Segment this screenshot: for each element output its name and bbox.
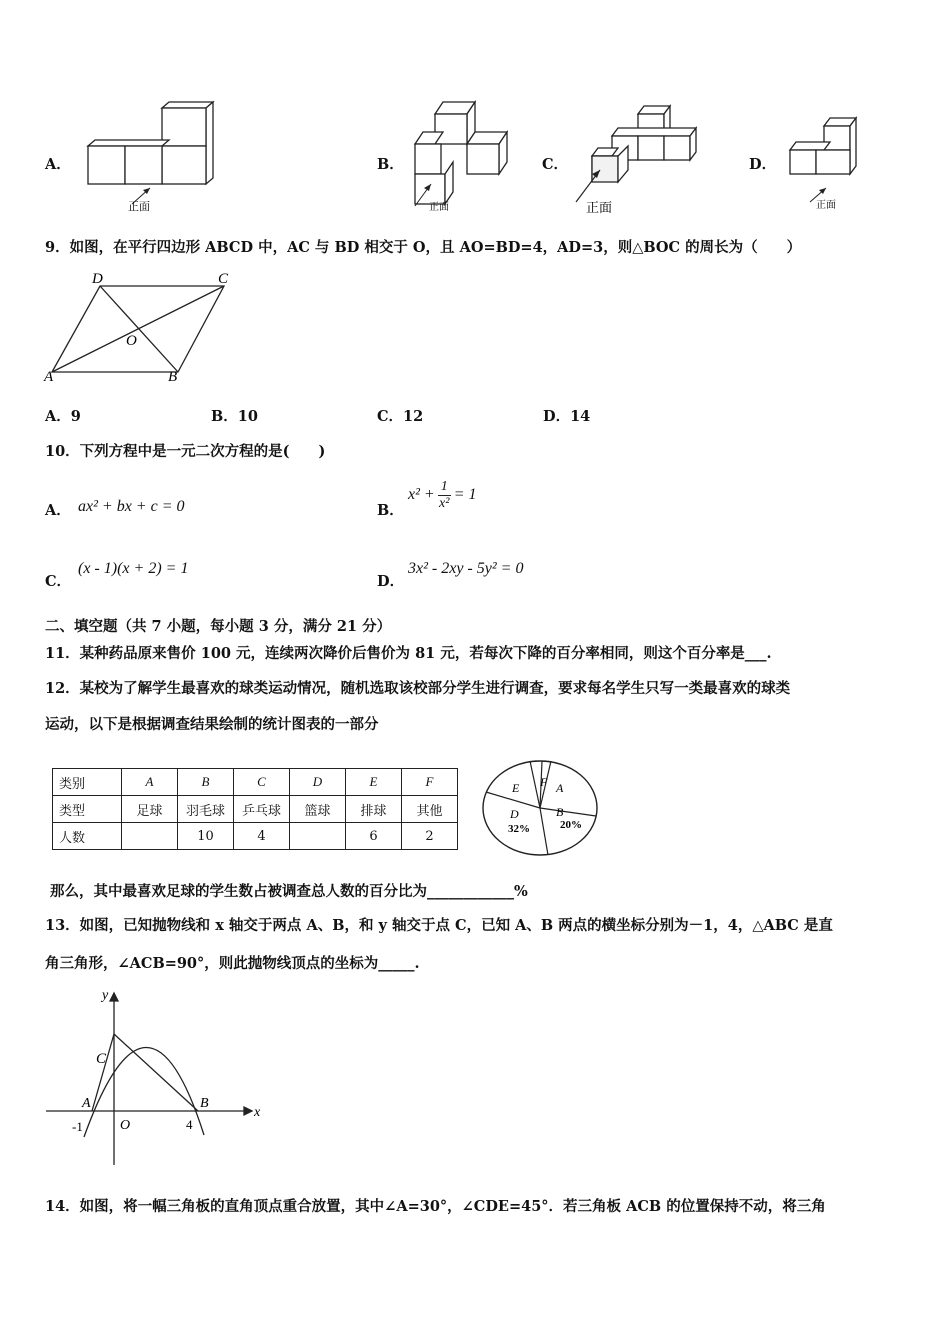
pie-label-d: D xyxy=(510,807,519,821)
q8-option-b-figure xyxy=(405,98,525,216)
q8-c-front-label: 正面 xyxy=(586,200,613,215)
q13-label-o: O xyxy=(120,1118,131,1133)
q13-label-a: A xyxy=(82,1096,91,1111)
q11-text: 11．某种药品原来售价 100 元，连续两次降价后售价为 81 元，若每次下降的百分率相同，则这个百分率是___. xyxy=(45,645,772,662)
q9-label-c: C xyxy=(218,271,229,287)
table-cell: 6 xyxy=(346,823,402,850)
table-cell: 类别 xyxy=(53,769,122,796)
table-cell: A xyxy=(122,769,178,796)
table-cell xyxy=(290,823,346,850)
q12-line-2: 运动，以下是根据调查结果绘制的统计图表的一部分 xyxy=(45,716,379,733)
q13-line-2: 角三角形，∠ACB=90°，则此抛物线顶点的坐标为_____. xyxy=(45,955,420,972)
q9-parallelogram-figure xyxy=(40,268,240,386)
q13-label-c: C xyxy=(96,1051,107,1067)
q13-parabola-figure xyxy=(40,985,270,1175)
q8-option-d-figure xyxy=(780,110,870,214)
q8-option-a-label: A． xyxy=(45,156,71,173)
pie-b-percent: 20% xyxy=(560,819,582,831)
q10-option-b-label: B． xyxy=(377,502,404,519)
q9-label-d: D xyxy=(92,271,103,287)
q9-option-b: B．10 xyxy=(211,408,258,425)
q10-option-d-label: D． xyxy=(377,573,405,590)
q8-b-front-label: 正面 xyxy=(429,202,449,213)
q14-text: 14．如图，将一幅三角板的直角顶点重合放置，其中∠A=30°，∠CDE=45°．若三角板 ACB 的位置保持不动，将三角 xyxy=(45,1198,826,1215)
q9-option-d: D．14 xyxy=(543,408,591,425)
q9-label-b: B xyxy=(168,369,178,385)
q8-a-front-label: 正面 xyxy=(128,201,150,213)
q8-option-c-label: C． xyxy=(542,156,569,173)
table-cell: 篮球 xyxy=(290,796,346,823)
q10-option-b-expr: x² + $\frac{1}{\text{x²}}$ = 1 xyxy=(408,478,477,511)
q13-label-b: B xyxy=(200,1096,209,1111)
q9-label-a: A xyxy=(44,369,54,385)
pie-label-f: F xyxy=(540,775,548,789)
table-cell: 足球 xyxy=(122,796,178,823)
pie-label-a: A xyxy=(556,781,564,795)
q10-option-c-label: C． xyxy=(45,573,72,590)
q8-option-c-figure xyxy=(570,100,705,218)
q8-option-d-label: D． xyxy=(749,156,777,173)
q10-option-d-expr: 3x² - 2xy - 5y² = 0 xyxy=(408,560,524,577)
table-cell: E xyxy=(346,769,402,796)
q9-label-o: O xyxy=(126,333,137,349)
q10-option-a-label: A． xyxy=(45,502,71,519)
q13-label-x: x xyxy=(254,1105,261,1120)
table-cell: 羽毛球 xyxy=(178,796,234,823)
q12-line-1: 12．某校为了解学生最喜欢的球类运动情况，随机选取该校部分学生进行调查，要求每名学生只写一类最喜欢的球类 xyxy=(45,680,791,697)
table-cell: 排球 xyxy=(346,796,402,823)
table-cell: 人数 xyxy=(53,823,122,850)
q10-stem: 10．下列方程中是一元二次方程的是( ) xyxy=(45,443,326,460)
pie-d-percent: 32% xyxy=(508,823,530,835)
q10-option-c-expr: (x - 1)(x + 2) = 1 xyxy=(78,560,189,577)
table-row xyxy=(53,823,458,850)
q8-option-b-label: B． xyxy=(377,156,404,173)
table-cell xyxy=(122,823,178,850)
table-cell: 2 xyxy=(402,823,458,850)
q13-label-4: 4 xyxy=(186,1117,193,1132)
q9-option-a: A．9 xyxy=(45,408,81,425)
q9-stem: 9．如图，在平行四边形 ABCD 中，AC 与 BD 相交于 O，且 AO=BD=4，AD=3，则△BOC 的周长为（ ） xyxy=(45,239,802,256)
table-row xyxy=(53,796,458,823)
q10-option-a-expr: ax² + bx + c = 0 xyxy=(78,498,185,515)
table-cell: D xyxy=(290,769,346,796)
pie-label-e: E xyxy=(512,781,520,795)
q13-line-1: 13．如图，已知抛物线和 x 轴交于两点 A、B，和 y 轴交于点 C，已知 A、B 两点的横坐标分别为－1，4，△ABC 是直 xyxy=(45,917,833,934)
q13-label-neg1: -1 xyxy=(72,1119,83,1134)
table-cell: 10 xyxy=(178,823,234,850)
q12-stats-table xyxy=(52,768,458,850)
section-2-title: 二、填空题（共 7 小题，每小题 3 分，满分 21 分） xyxy=(45,618,392,635)
pie-label-b: B xyxy=(556,805,564,819)
table-cell: 乒乓球 xyxy=(234,796,290,823)
q8-d-front-label: 正面 xyxy=(816,200,836,211)
q9-option-c: C．12 xyxy=(377,408,424,425)
table-row xyxy=(53,769,458,796)
table-cell: F xyxy=(402,769,458,796)
table-cell: 类型 xyxy=(53,796,122,823)
q12-pie-chart xyxy=(478,758,608,862)
table-cell: B xyxy=(178,769,234,796)
table-cell: C xyxy=(234,769,290,796)
table-cell: 4 xyxy=(234,823,290,850)
q8-option-a-figure xyxy=(80,100,230,215)
q12-question: 那么，其中最喜欢足球的学生数占被调查总人数的百分比为____________% xyxy=(50,883,528,900)
q13-label-y: y xyxy=(102,988,109,1003)
table-cell: 其他 xyxy=(402,796,458,823)
